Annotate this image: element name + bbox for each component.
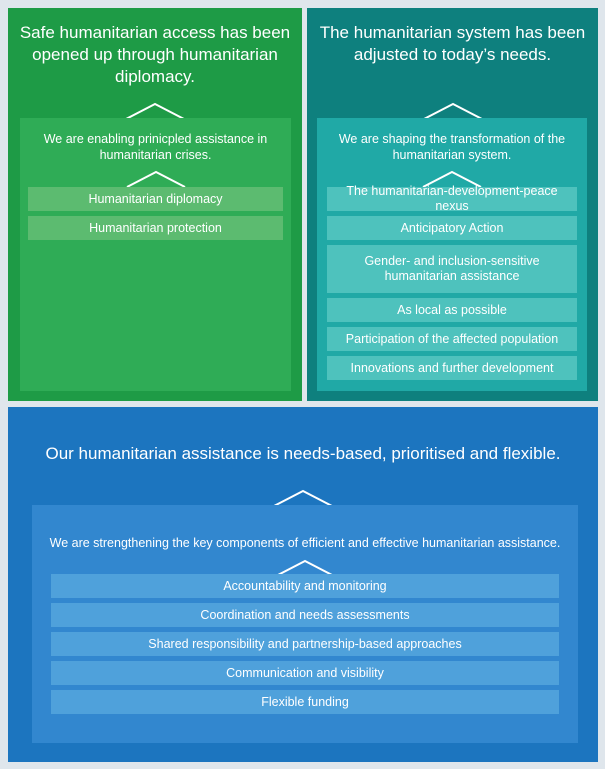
- blue-inner-box: [32, 505, 578, 743]
- list-item: Anticipatory Action: [327, 216, 577, 240]
- list-item: Innovations and further development: [327, 356, 577, 380]
- green-panel-title: Safe humanitarian access has been opened up through humanitarian diplomacy.: [19, 23, 291, 86]
- list-item: Participation of the affected population: [327, 327, 577, 351]
- teal-item-list: [327, 184, 577, 380]
- blue-panel-title: Our humanitarian assistance is needs-based, prioritised and flexible.: [45, 444, 561, 463]
- green-subtitle: We are enabling prinicpled assistance in humanitarian crises.: [43, 132, 268, 162]
- blue-subtitle: We are strengthening the key components of efficient and effective humanitarian assistance.: [49, 536, 561, 550]
- list-item: Humanitarian protection: [28, 216, 283, 240]
- teal-inner-box: [317, 118, 587, 391]
- list-item: Shared responsibility and partnership-based approaches: [51, 632, 559, 656]
- green-panel: [8, 8, 302, 401]
- list-item: Coordination and needs assessments: [51, 603, 559, 627]
- green-item-list: [28, 187, 283, 240]
- teal-panel: [307, 8, 598, 401]
- teal-panel-title: The humanitarian system has been adjusted to today’s needs.: [319, 23, 586, 64]
- list-item: As local as possible: [327, 298, 577, 322]
- chevron-up-icon: [126, 170, 186, 188]
- list-item: Gender- and inclusion-sensitive humanitarian assistance: [327, 245, 577, 293]
- blue-item-list: [51, 574, 559, 714]
- teal-subtitle: We are shaping the transformation of the humanitarian system.: [338, 132, 566, 162]
- list-item: The humanitarian-development-peace nexus: [327, 187, 577, 211]
- green-inner-box: [20, 118, 291, 391]
- blue-panel: [8, 407, 598, 762]
- list-item: Communication and visibility: [51, 661, 559, 685]
- list-item: Accountability and monitoring: [51, 574, 559, 598]
- list-item: Flexible funding: [51, 690, 559, 714]
- list-item: Humanitarian diplomacy: [28, 187, 283, 211]
